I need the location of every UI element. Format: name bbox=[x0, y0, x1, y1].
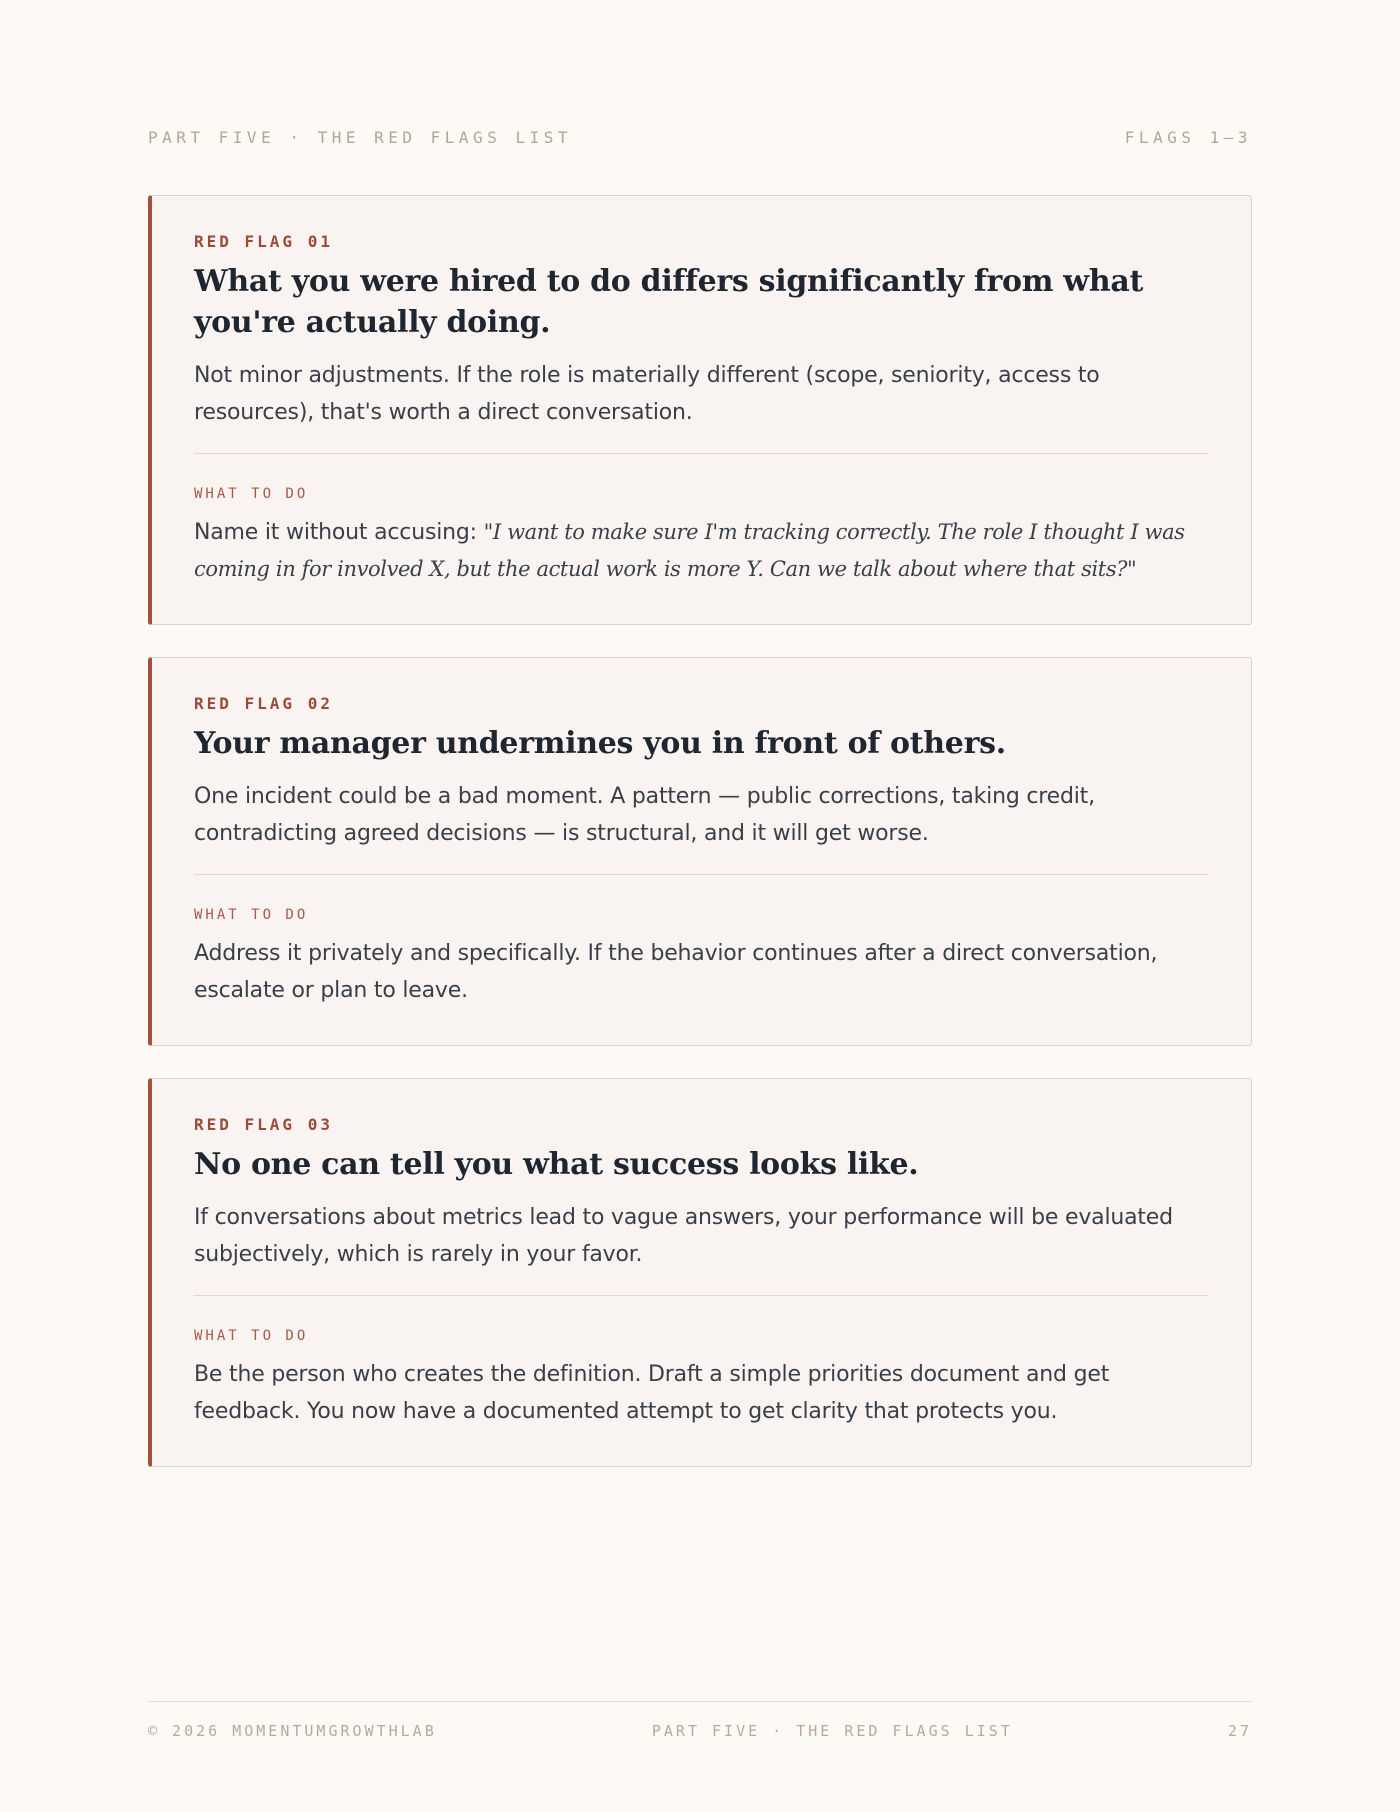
card-divider bbox=[194, 1295, 1209, 1296]
what-to-do-quote: "I want to make sure I'm tracking correctly. The role I thought I was coming in for involved X, but the actual work is more Y. Can we talk about where that sits?" bbox=[194, 520, 1185, 581]
page-header bbox=[148, 128, 1252, 147]
card-divider bbox=[194, 874, 1209, 875]
red-flag-title: Your manager undermines you in front of others. bbox=[194, 726, 1006, 761]
page-number: 27 bbox=[1227, 1722, 1252, 1740]
what-to-do-text: Be the person who creates the definition. Draft a simple priorities document and get feedback. You now have a documented attempt to get clarity that protects you. bbox=[194, 1362, 1110, 1424]
what-to-do-lead: Name it without accusing: bbox=[194, 520, 484, 545]
page-footer bbox=[148, 1722, 1252, 1740]
red-flag-description: If conversations about metrics lead to vague answers, your performance will be evaluated subjectively, which is rarely in your favor. bbox=[194, 1205, 1173, 1267]
red-flags-list bbox=[148, 195, 1252, 1499]
what-to-do-label: WHAT TO DO bbox=[194, 1328, 309, 1344]
footer-copyright: © 2026 MOMENTUMGROWTHLAB bbox=[148, 1722, 437, 1740]
what-to-do-label: WHAT TO DO bbox=[194, 486, 309, 502]
red-flag-card-01 bbox=[148, 195, 1252, 625]
footer-section-title: PART FIVE · THE RED FLAGS LIST bbox=[651, 1722, 1013, 1740]
header-section-title: PART FIVE · THE RED FLAGS LIST bbox=[148, 128, 572, 147]
card-divider bbox=[194, 453, 1209, 454]
red-flag-description: One incident could be a bad moment. A pattern — public corrections, taking credit, contradicting agreed decisions — is structural, and it will get worse. bbox=[194, 784, 1095, 846]
what-to-do-text: Address it privately and specifically. If the behavior continues after a direct conversation, escalate or plan to leave. bbox=[194, 941, 1158, 1003]
red-flag-title: No one can tell you what success looks like. bbox=[194, 1147, 919, 1182]
footer-divider bbox=[148, 1701, 1252, 1702]
red-flag-title: What you were hired to do differs significantly from what you're actually doing. bbox=[194, 264, 1144, 340]
red-flag-description: Not minor adjustments. If the role is materially different (scope, seniority, access to resources), that's worth a direct conversation. bbox=[194, 363, 1100, 425]
what-to-do-text bbox=[194, 514, 1209, 588]
red-flag-label: RED FLAG 02 bbox=[194, 694, 333, 713]
red-flag-label: RED FLAG 01 bbox=[194, 232, 333, 251]
red-flag-card-03 bbox=[148, 1078, 1252, 1467]
red-flag-label: RED FLAG 03 bbox=[194, 1115, 333, 1134]
red-flag-card-02 bbox=[148, 657, 1252, 1046]
what-to-do-label: WHAT TO DO bbox=[194, 907, 309, 923]
header-flag-range: FLAGS 1–3 bbox=[1124, 128, 1252, 147]
